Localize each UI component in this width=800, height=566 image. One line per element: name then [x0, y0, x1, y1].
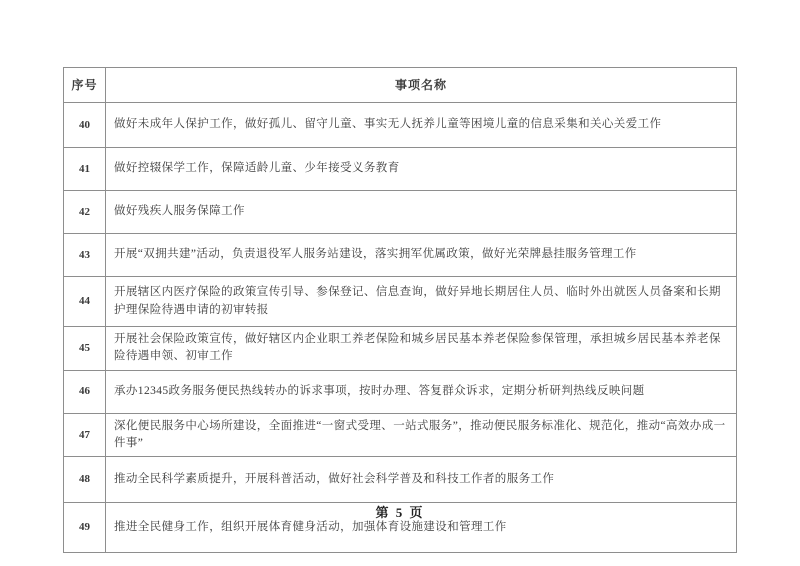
- row-serial-number: 40: [64, 103, 106, 148]
- table-row: [64, 103, 737, 148]
- table-row: [64, 457, 737, 503]
- row-item-name: 开展社会保险政策宣传，做好辖区内企业职工养老保险和城乡居民基本养老保险参保管理，承担城乡居民基本养老保险待遇申领、初审工作: [106, 327, 737, 371]
- page-number-footer: 第 5 页: [375, 505, 425, 520]
- row-item-name: 深化便民服务中心场所建设，全面推进“一窗式受理、一站式服务”，推动便民服务标准化、规范化，推动“高效办成一件事”: [106, 413, 737, 457]
- column-header-serial-number: 序号: [64, 68, 106, 103]
- table-row: [64, 191, 737, 234]
- row-item-name: 做好残疾人服务保障工作: [106, 191, 737, 234]
- row-serial-number: 42: [64, 191, 106, 234]
- row-item-name: 推进全民健身工作，组织开展体育健身活动，加强体育设施建设和管理工作: [106, 503, 737, 553]
- row-item-name: 开展“双拥共建”活动，负责退役军人服务站建设，落实拥军优属政策，做好光荣牌悬挂服务管理工作: [106, 234, 737, 277]
- table-row: [64, 327, 737, 371]
- row-serial-number: 47: [64, 413, 106, 457]
- items-table: [63, 67, 737, 553]
- row-serial-number: 44: [64, 277, 106, 327]
- table-row: [64, 277, 737, 327]
- table-header-row: [64, 68, 737, 103]
- table-row: [64, 234, 737, 277]
- row-item-name: 开展辖区内医疗保险的政策宣传引导、参保登记、信息查询，做好异地长期居住人员、临时外出就医人员备案和长期护理保险待遇申请的初审转报: [106, 277, 737, 327]
- row-item-name: 承办12345政务服务便民热线转办的诉求事项，按时办理、答复群众诉求，定期分析研判热线反映问题: [106, 370, 737, 413]
- row-serial-number: 41: [64, 148, 106, 191]
- row-item-name: 推动全民科学素质提升，开展科普活动，做好社会科学普及和科技工作者的服务工作: [106, 457, 737, 503]
- table-row: [64, 370, 737, 413]
- row-serial-number: 48: [64, 457, 106, 503]
- row-item-name: 做好控辍保学工作，保障适龄儿童、少年接受义务教育: [106, 148, 737, 191]
- table-row: [64, 148, 737, 191]
- row-item-name: 做好未成年人保护工作，做好孤儿、留守儿童、事实无人抚养儿童等困境儿童的信息采集和关心关爱工作: [106, 103, 737, 148]
- row-serial-number: 49: [64, 503, 106, 553]
- row-serial-number: 46: [64, 370, 106, 413]
- row-serial-number: 43: [64, 234, 106, 277]
- column-header-item-name: 事项名称: [106, 68, 737, 103]
- table-row: [64, 413, 737, 457]
- row-serial-number: 45: [64, 327, 106, 371]
